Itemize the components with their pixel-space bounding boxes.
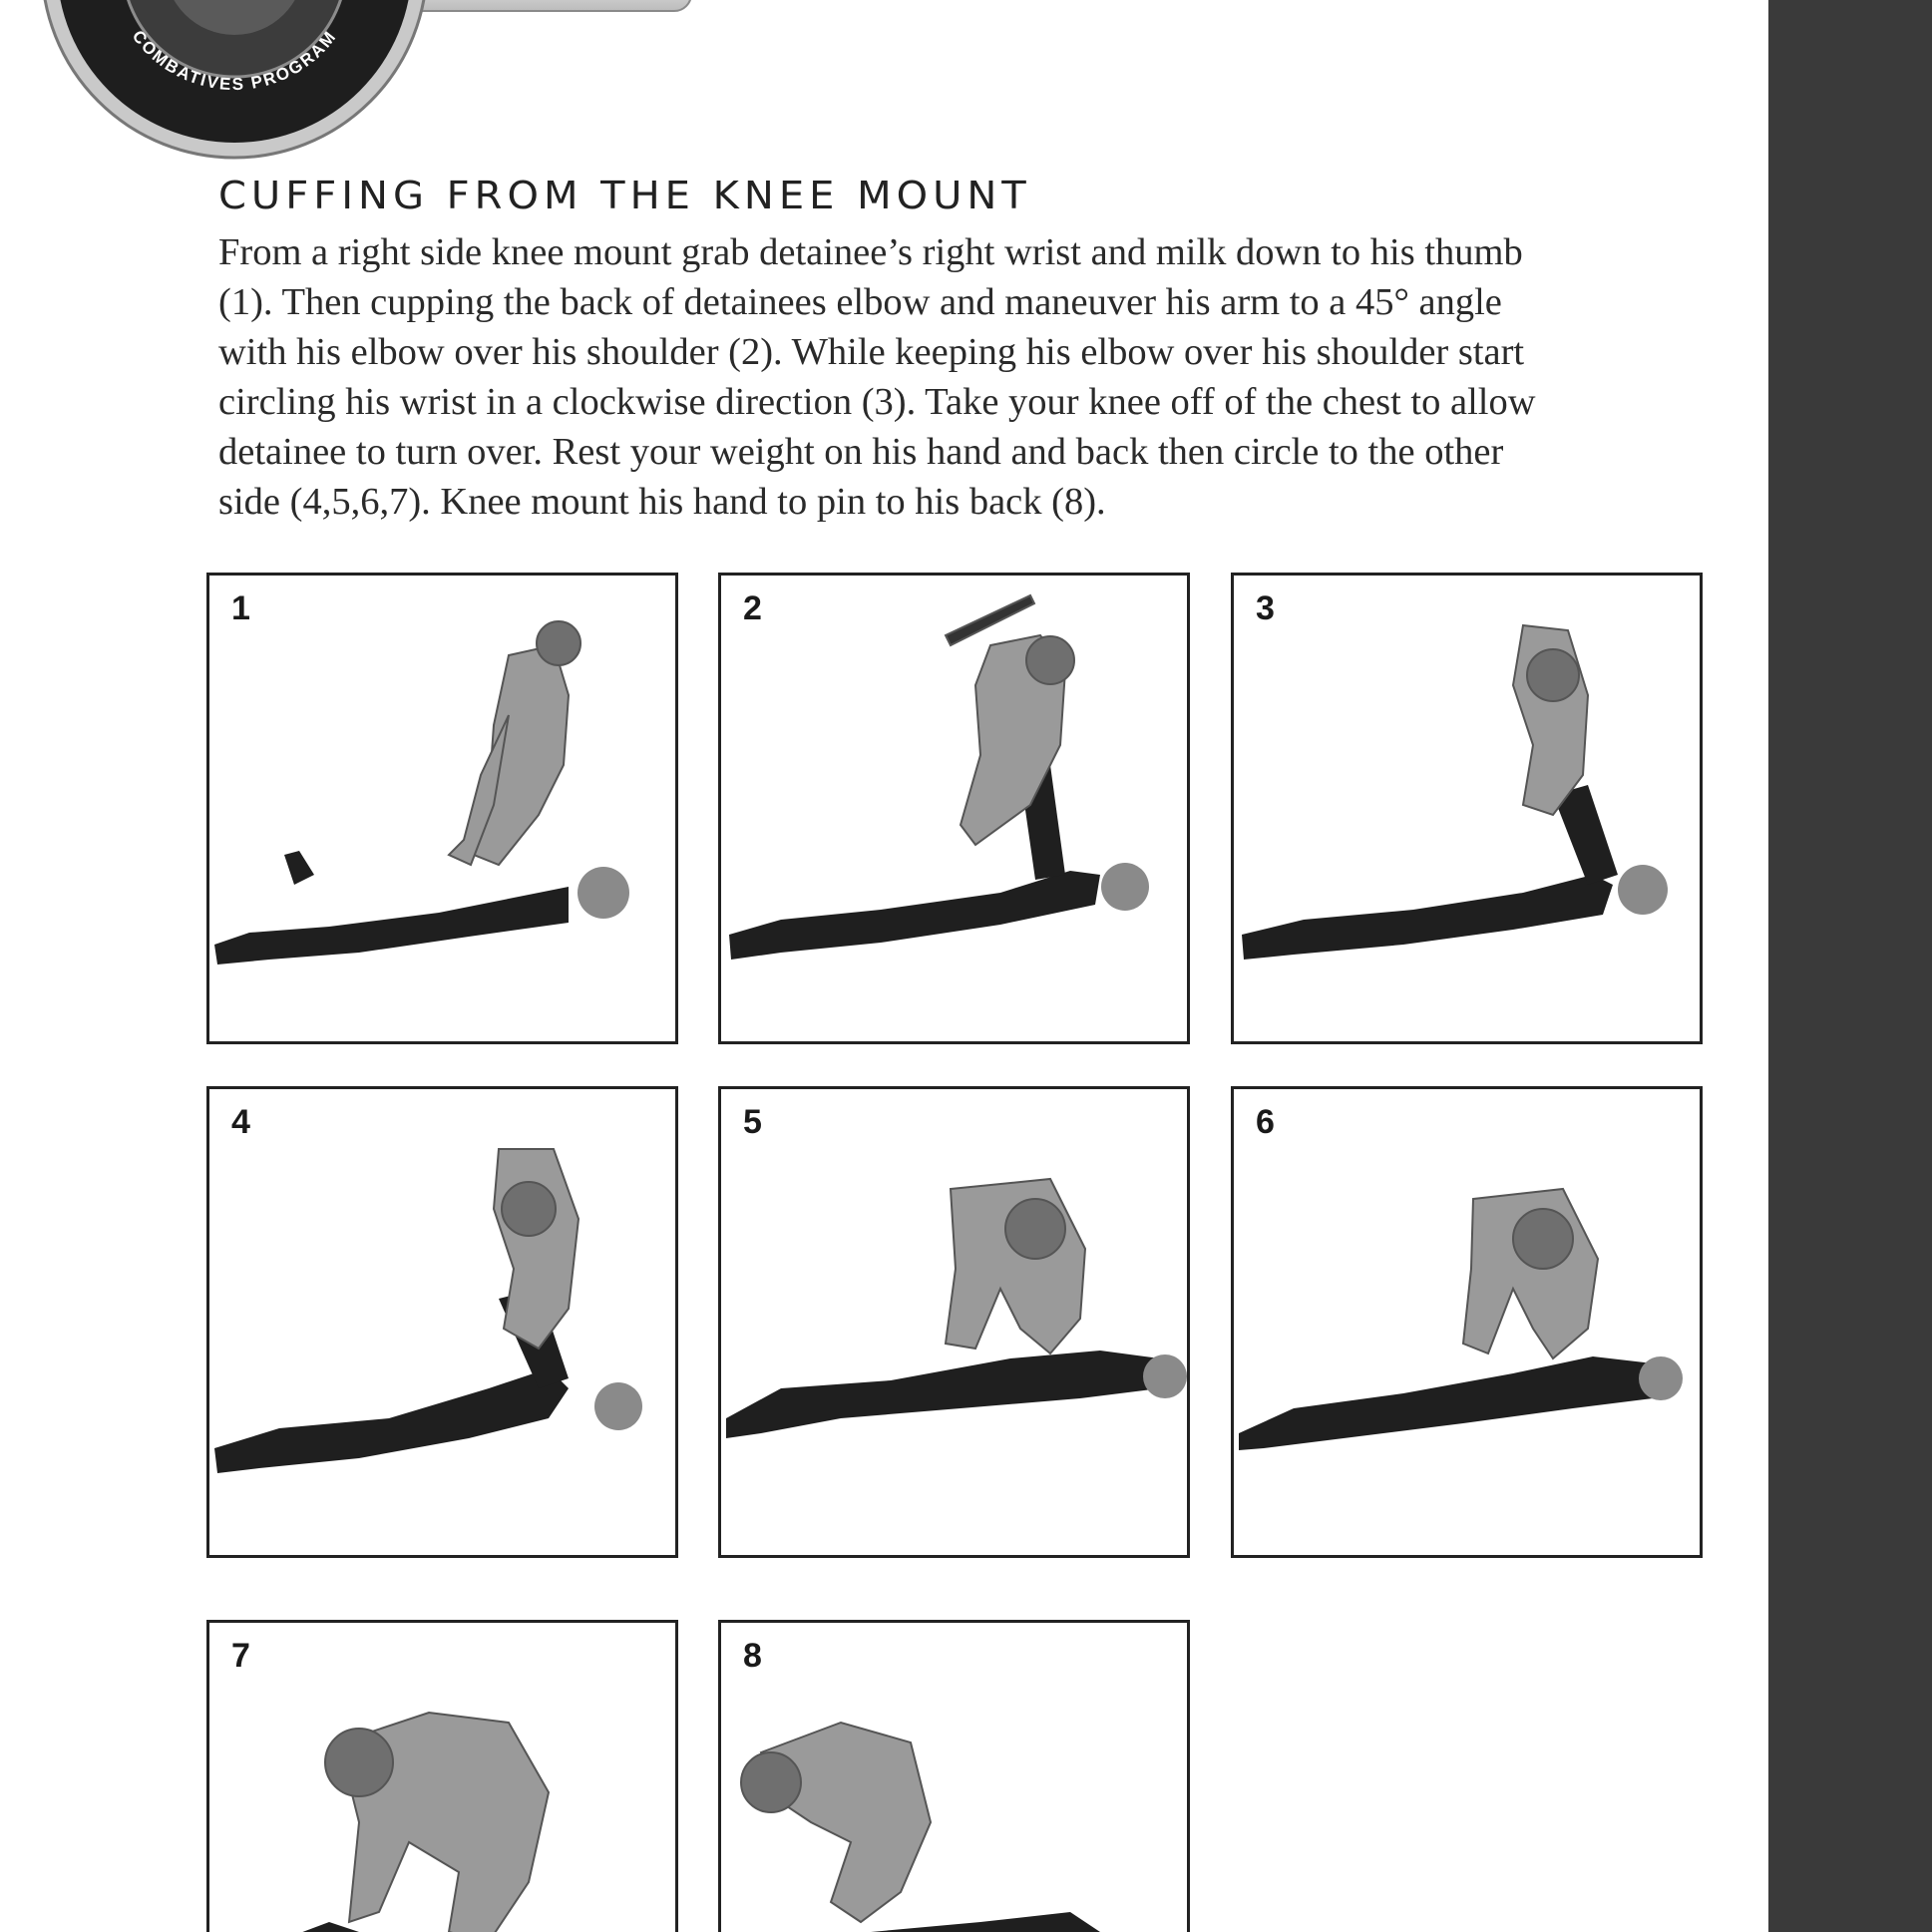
step-photo-2 xyxy=(721,576,1187,1041)
step-panel-2 xyxy=(718,573,1190,1044)
step-panel-6 xyxy=(1231,1086,1703,1558)
step-panel-7 xyxy=(206,1620,678,1932)
step-number: 1 xyxy=(231,589,250,627)
step-photo-4 xyxy=(209,1089,675,1555)
combatives-program-seal-logo xyxy=(40,0,429,160)
seal-ring-text: COMBATIVES PROGRAM xyxy=(128,26,341,95)
seal-graphic xyxy=(40,0,429,160)
instructions-line: with his elbow over his shoulder (2). While keeping his elbow over his shoulder start xyxy=(218,331,1525,373)
instructions-line: detainee to turn over. Rest your weight on his hand and back then circle to the other xyxy=(218,431,1504,473)
step-photo-5 xyxy=(721,1089,1187,1555)
instructions-line: side (4,5,6,7). Knee mount his hand to pin to his back (8). xyxy=(218,481,1106,523)
step-photo-8 xyxy=(721,1623,1187,1932)
step-panel-4 xyxy=(206,1086,678,1558)
step-number: 7 xyxy=(231,1637,250,1675)
step-number: 4 xyxy=(231,1103,250,1141)
step-number: 8 xyxy=(743,1637,762,1675)
step-number: 5 xyxy=(743,1103,762,1141)
step-photo-3 xyxy=(1234,576,1700,1041)
step-number: 6 xyxy=(1256,1103,1275,1141)
step-panel-1 xyxy=(206,573,678,1044)
section-title: CUFFING FROM THE KNEE MOUNT xyxy=(218,175,1031,218)
step-panel-5 xyxy=(718,1086,1190,1558)
step-number: 2 xyxy=(743,589,762,627)
step-photo-6 xyxy=(1234,1089,1700,1555)
instructions-line: circling his wrist in a clockwise direction (3). Take your knee off of the chest to allow xyxy=(218,381,1536,423)
instructions-line: From a right side knee mount grab detainee’s right wrist and milk down to his thumb xyxy=(218,231,1523,273)
step-photo-1 xyxy=(209,576,675,1041)
instructions-paragraph xyxy=(218,227,1685,527)
step-number: 3 xyxy=(1256,589,1275,627)
instructions-line: (1). Then cupping the back of detainees elbow and maneuver his arm to a 45° angle xyxy=(218,281,1502,323)
page-edge-bar xyxy=(1768,0,1932,1932)
step-panel-8 xyxy=(718,1620,1190,1932)
step-panel-3 xyxy=(1231,573,1703,1044)
step-photo-7 xyxy=(209,1623,675,1932)
